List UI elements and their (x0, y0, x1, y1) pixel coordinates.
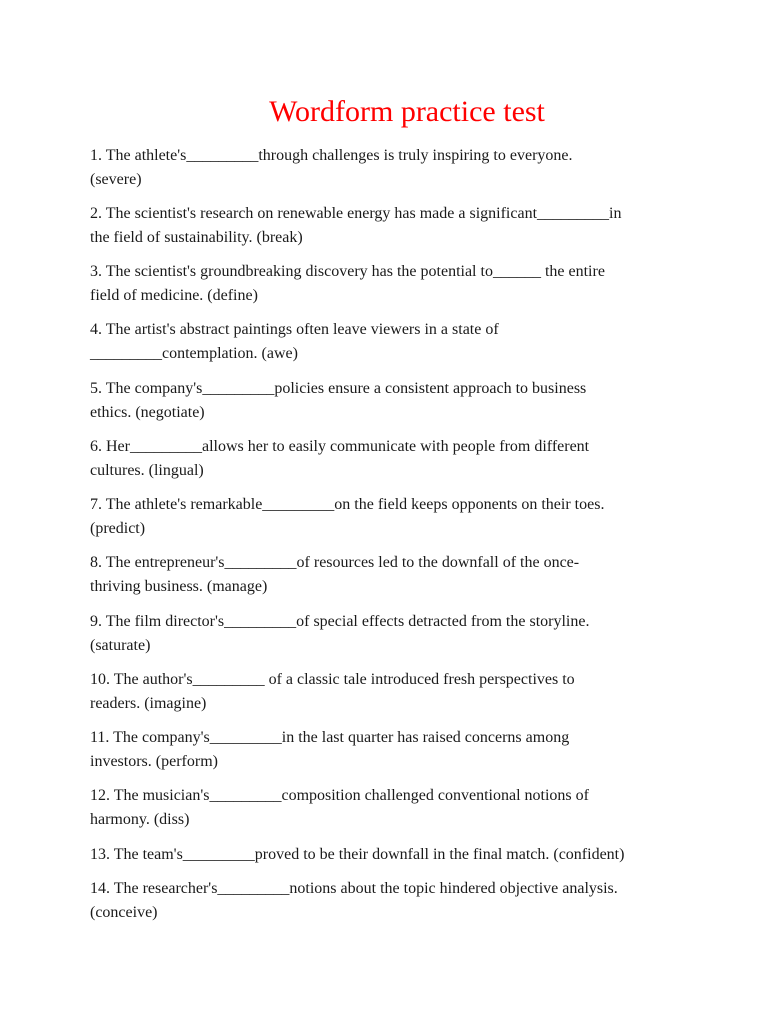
question-text: 11. The company's_________in the last quarter has raised concerns among (90, 729, 570, 746)
question-item (90, 784, 690, 832)
question-item (90, 144, 690, 192)
question-text: 8. The entrepreneur's_________of resources led to the downfall of the once- (90, 554, 580, 571)
question-text: readers. (imagine) (90, 695, 207, 712)
question-text: 13. The team's_________proved to be their downfall in the final match. (confident) (90, 846, 625, 863)
question-text: field of medicine. (define) (90, 287, 258, 304)
question-item (90, 668, 690, 716)
question-text: 2. The scientist's research on renewable energy has made a significant_________in (90, 205, 622, 222)
question-text: 12. The musician's_________composition challenged conventional notions of (90, 787, 589, 804)
question-text: 10. The author's_________ of a classic tale introduced fresh perspectives to (90, 671, 575, 688)
question-item (90, 551, 690, 599)
question-text: (severe) (90, 171, 142, 188)
question-item (90, 877, 690, 925)
question-text: 7. The athlete's remarkable_________on the field keeps opponents on their toes. (90, 496, 605, 513)
question-item (90, 202, 690, 250)
question-item (90, 493, 690, 541)
question-text: (conceive) (90, 904, 158, 921)
question-text: (saturate) (90, 637, 151, 654)
question-text: cultures. (lingual) (90, 462, 204, 479)
question-text: ethics. (negotiate) (90, 404, 205, 421)
question-text: the field of sustainability. (break) (90, 229, 303, 246)
question-item (90, 843, 690, 867)
page-title: Wordform practice test (269, 95, 545, 128)
question-item (90, 610, 690, 658)
question-text: 1. The athlete's_________through challenges is truly inspiring to everyone. (90, 147, 573, 164)
question-text: 6. Her_________allows her to easily communicate with people from different (90, 438, 590, 455)
question-text: 14. The researcher's_________notions about the topic hindered objective analysis. (90, 880, 618, 897)
question-item (90, 726, 690, 774)
question-text: _________contemplation. (awe) (90, 345, 298, 362)
question-text: 9. The film director's_________of special effects detracted from the storyline. (90, 613, 590, 630)
question-text: 4. The artist's abstract paintings often leave viewers in a state of (90, 321, 499, 338)
question-item (90, 377, 690, 425)
question-item (90, 318, 690, 366)
question-text: thriving business. (manage) (90, 578, 268, 595)
question-text: 5. The company's_________policies ensure a consistent approach to business (90, 380, 587, 397)
question-text: harmony. (diss) (90, 811, 190, 828)
question-item (90, 260, 690, 308)
question-text: investors. (perform) (90, 753, 218, 770)
question-text: (predict) (90, 520, 146, 537)
question-item (90, 435, 690, 483)
question-text: 3. The scientist's groundbreaking discovery has the potential to______ the entire (90, 263, 605, 280)
